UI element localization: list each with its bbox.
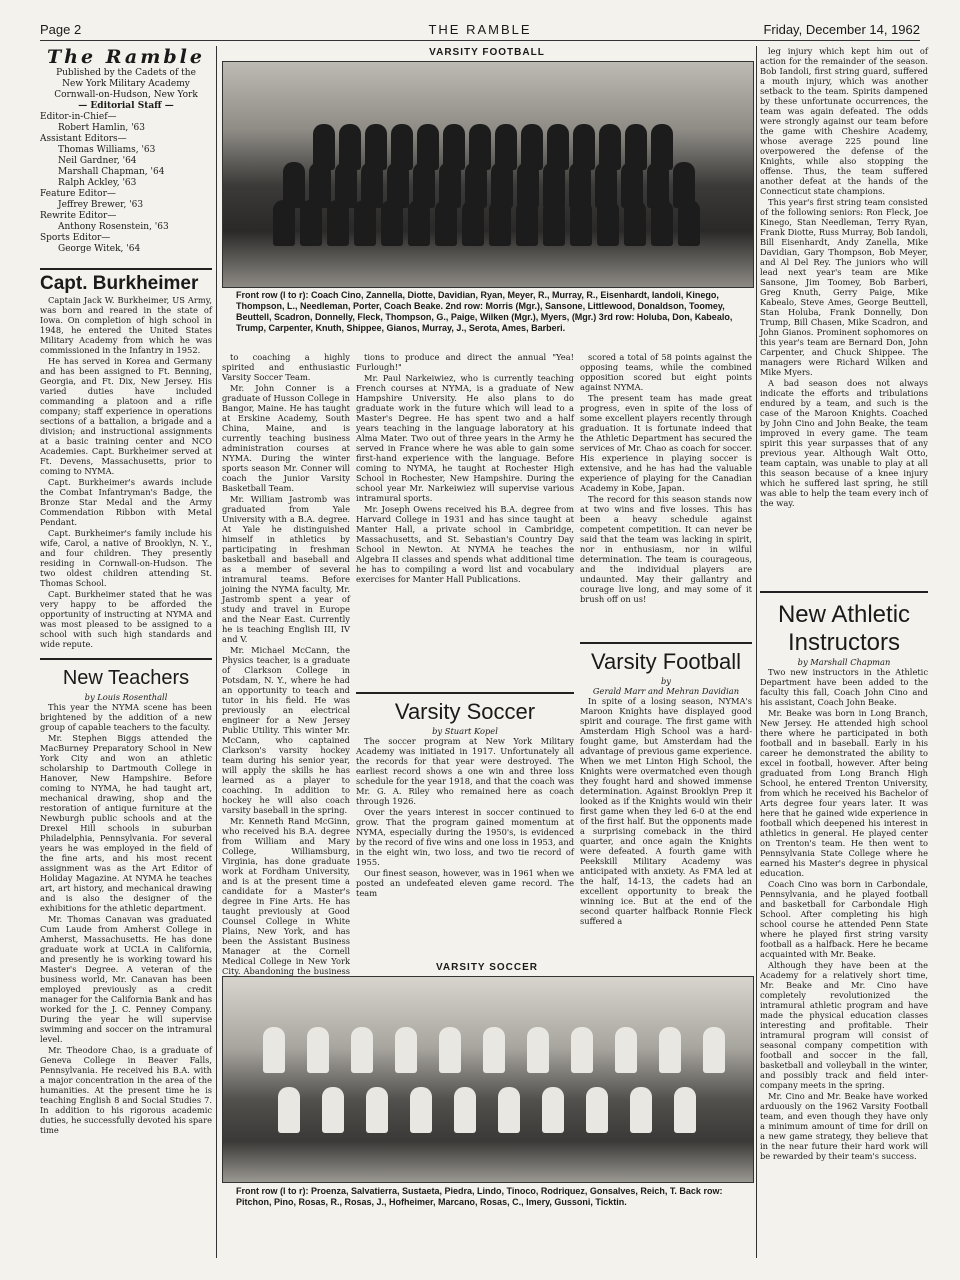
- player-figure: [462, 200, 484, 246]
- staff-name: Ralph Ackley, '63: [58, 178, 137, 188]
- staff-name: Jeffrey Brewer, '63: [58, 200, 144, 210]
- paragraph: Coach Cino was born in Carbondale, Pennsylvania, and he played football and basketball for Carbondale High School. After completing his high school course he attended Penn State where he played first string varsity football as a halfback. Here he became acquainted with Mr. Beake.: [760, 879, 928, 959]
- paragraph: The present team has made great progress, even in spite of the loss of some excellent players recently through graduation. It is fortunate indeed that the Athletic Department has secured the services of Mr. Chao as coach for soccer. His experience in playing soccer is extensive, and he has had the valuable experience of playing for the Canadian Academy in Kobe, Japan.: [580, 393, 752, 493]
- column-3: [356, 352, 574, 912]
- paper-name: THE RAMBLE: [428, 22, 532, 37]
- paragraph: to coaching a highly spirited and enthusiastic Varsity Soccer Team.: [222, 352, 350, 382]
- player-figure: [543, 200, 565, 246]
- paragraph: Mr. Kenneth Rand McGinn, who received his B.A. degree from William and Mary College, Williamsburg, Virginia, has done graduate work at Fordham University, and is at the present time a candidate for a Master's degree in Fine Arts. He has taught previously at Good Counsel College in White Plains, New York, and has been the Assistant Business Manager at the Cornell Medical College in New York City. Abandoning the business: [222, 816, 350, 976]
- paragraph: A bad season does not always indicate the efforts and tribulations endured by a team, and such is the case of the Maroon Knights. Coached by John Cino and John Beake, the team improved in every game. The team spirit this year surpasses that of any previous year. Although Walt Otto, team captain, was unable to play at all this season because of a knee injury which he suffered last spring, he still was able to help the team every inch of the way.: [760, 378, 928, 508]
- player-figure: [615, 1027, 637, 1073]
- paragraph: Mr. Cino and Mr. Beake have worked arduously on the 1962 Varsity Football team, and even though they have only a minimum amount of time for drill on a new game strategy, they believe that in the near future their hard work will be rewarded by their team's success.: [760, 1091, 928, 1161]
- soccer-photo-title: VARSITY SOCCER: [436, 962, 538, 973]
- paragraph: scored a total of 58 points against the opposing teams, while the combined opposition scored but eight points against NYMA.: [580, 352, 752, 392]
- paragraph: This year the NYMA scene has been brightened by the addition of a new group of capable teachers to the faculty.: [40, 702, 212, 732]
- teachers-headline: New Teachers: [40, 658, 212, 692]
- player-figure: [354, 200, 376, 246]
- staff-role: Editor-in-Chief—: [40, 112, 117, 122]
- player-figure: [263, 1027, 285, 1073]
- player-figure: [439, 1027, 461, 1073]
- player-figure: [300, 200, 322, 246]
- teachers-byline: by Louis Rosenthall: [84, 692, 168, 702]
- column-2: [222, 352, 350, 976]
- player-figure: [678, 200, 700, 246]
- soccer-team-photo: [222, 976, 754, 1183]
- paragraph: Over the years interest in soccer continued to grow. That the program gained momentum at NYMA, especially during the 1950's, is evidenced by the record of five wins and one loss in 1953, and in the eight win, two loss, and two tie record of 1955.: [356, 807, 574, 867]
- paragraph: Mr. Thomas Canavan was graduated Cum Laude from Amherst College in Amherst, Massachusetts. He has done graduate work at UCLA in California, and presently he is working toward his Master's Degree. A veteran of the business world, Mr. Canavan has been employed previously as a credit manager for the California Bank and has worked for the J. C. Penney Company. During the year he will supervise swimming and soccer on the intramural level.: [40, 914, 212, 1044]
- column-4: [580, 352, 752, 926]
- player-figure: [489, 200, 511, 246]
- paragraph: tions to produce and direct the annual "Yea! Furlough!": [356, 352, 574, 372]
- football-headline: Varsity Football: [580, 642, 752, 676]
- player-figure: [322, 1087, 344, 1133]
- column-5: [760, 46, 928, 1258]
- player-figure: [571, 1027, 593, 1073]
- publisher-line: New York Military Academy: [62, 79, 190, 89]
- staff-role: Feature Editor—: [40, 189, 116, 199]
- player-figure: [630, 1087, 652, 1133]
- player-figure: [527, 1027, 549, 1073]
- player-figure: [410, 1087, 432, 1133]
- player-figure: [395, 1027, 417, 1073]
- paragraph: Two new instructors in the Athletic Department have been added to the faculty this fall, Coach John Cino and his assistant, Coach John Beake.: [760, 667, 928, 707]
- page-number: Page 2: [40, 22, 82, 37]
- football-photo-title: VARSITY FOOTBALL: [429, 47, 545, 58]
- staff-name: Thomas Williams, '63: [58, 145, 156, 155]
- paragraph: Capt. Burkheimer's awards include the Combat Infantryman's Badge, the Bronze Star Medal and the Army Commendation Ribbon with Metal Pendant.: [40, 477, 212, 527]
- publisher-line: Published by the Cadets of the: [56, 68, 196, 78]
- paragraph: Mr. Paul Narkeiwiez, who is currently teaching French courses at NYMA, is a graduate of New Hampshire University. He also plans to do graduate work in the future which will lead to a Master's Degree. He has spent two and a half years teaching in the language laboratory at his Alma Mater. Two out of three years in the Army he served in France where he was able to gain some first-hand experience with the language. Before coming to NYMA, he taught at Rochester High School in Rochester, New Hampshire. During the school year Mr. Narkeiwiez will supervise various intramural sports.: [356, 373, 574, 503]
- paragraph: The record for this season stands now at two wins and five losses. This has been a heavy schedule against competent competition. It can never be said that the team was lacking in spirit, nor in enthusiasm, nor in wilful determination. The team is courageous, and the individual players are undaunted. May their gallantry and courage live long, and may some of it brush off on us!: [580, 494, 752, 604]
- paragraph: In spite of a losing season, NYMA's Maroon Knights have displayed good spirit and courage. The first game with Amsterdam High School was a hard-fought game, but Amsterdam had the advantage of previous game experience. When we met Linton High School, the Knights were overmatched even though they fought hard and showed immense determination. Against Brooklyn Prep it looked as if the Knights would win their first game when they led 6-0 at the end of the first half. But the opponents made a surprising comeback in the third quarter, and once again the Knights were defeated. A fourth game with Peekskill Military Academy was anticipated with anxiety. As FMA led at the half, 14-13, the cadets had an excellent opportunity to break the winning ice. But at the end of the second quarter halfback Ronnie Fleck suffered a: [580, 696, 752, 926]
- issue-date: Friday, December 14, 1962: [763, 22, 920, 37]
- soccer-headline: Varsity Soccer: [356, 692, 574, 726]
- staff-name: Marshall Chapman, '64: [58, 167, 165, 177]
- paragraph: Mr. Michael McCann, the Physics teacher, is a graduate of Clarkson College in Potsdam, N. Y., where he had an opportunity to teach and tutor in his field. He was previously an electrical engineer for a New Jersey Public Utility. This winter Mr. McCann, who captained Clarkson's varsity hockey team during his senior year, will apply the skills he has learned as a player to coaching. In addition to hockey he will also coach varsity baseball in the spring.: [222, 645, 350, 815]
- instructors-headline-line1: New Athletic: [760, 591, 928, 629]
- player-figure: [273, 200, 295, 246]
- staff-role: Sports Editor—: [40, 233, 111, 243]
- player-figure: [435, 200, 457, 246]
- paragraph: Capt. Burkheimer's family include his wife, Carol, a native of Brooklyn, N. Y., and four children. They presently residing in Cornwall-on-Hudson. The two oldest children attending St. Thomas School.: [40, 528, 212, 588]
- paragraph: Mr. Stephen Biggs attended the MacBurney Preparatory School in New York City and won an athletic scholarship to Dartmouth College in Hanover, New Hampshire. Before coming to NYMA, he had taught art, mechanical drawing, shop and the restoration of antique furniture at the Newburgh public schools and at the Drexel Hill schools in suburban Philadelphia, Pennsylvania. For several years he was employed in the field of the fine arts, and his most recent assignment was as the Art Editor of Holiday Magazine. At NYMA he teaches art, art history, and mechanical drawing and is also the designer of the exhibitions for the athletic department.: [40, 733, 212, 913]
- masthead: [40, 46, 212, 255]
- player-figure: [278, 1087, 300, 1133]
- player-figure: [483, 1027, 505, 1073]
- paragraph: Mr. William Jastromb was graduated from Yale University with a B.A. degree. At Yale he distinguished himself in athletics by participating in freshman basketball and baseball and as a member of several intramural teams. Before joining the NYMA faculty, Mr. Jastromb spent a year of study and travel in Europe and the Near East. Currently he is teaching English III, IV and V.: [222, 494, 350, 644]
- paragraph: This year's first string team consisted of the following seniors: Ron Fleck, Joe Kinego, Stan Needleman, Terry Ryan, Frank Diotte, Russ Murray, Bob Iandoli, Bill Eisenhardt, Andy Zanella, Mike Davidian, Gary Thompson, Bob Meyer, and Al Del Rey. The juniors who will lead next year's team are Mike Sansone, Jim Toomey, Bob Barberi, Greg Knuth, Gerry Paige, Mike Kabealo, Steve Ames, George Beuttell, Stan Holuba, Frank Donnelly, Don Trump, Bill Chasen, Mike Scadron, and John Gianos. Prominent sophomores on this year's team are Bernard Don, John Carpenter, and Chuck Shippee. The managers were Richard Wilken and Mike Myers.: [760, 197, 929, 377]
- paragraph: He has served in Korea and Germany and has been assigned to Ft. Benning, Georgia, and Ft. Dix, New Jersey. His varied duties have included commanding a platoon and a rifle company; staff experience in operations sections of a battalion, a brigade and a division; and instructional assignments at a basic training center and NCO Academies. Capt. Burkheimer served at Ft. Devens, Massachusetts, prior to coming to NYMA.: [40, 356, 212, 476]
- football-byline-by: by: [661, 676, 671, 686]
- staff-role: Rewrite Editor—: [40, 211, 117, 221]
- player-figure: [498, 1087, 520, 1133]
- paragraph: The soccer program at New York Military Academy was initiated in 1917. Unfortunately all the records for that year were destroyed. The earliest record shows a one win and three loss schedule for the year 1918, and that the coach was Mr. G. A. Riley who remained here as coach through 1926.: [356, 736, 574, 806]
- paragraph: Mr. Joseph Owens received his B.A. degree from Harvard College in 1931 and has since taught at Manter Hall, a private school in Cambridge, Massachusetts, and St. Sebastian's Country Day School in Newton. At NYMA he teaches the Algebra II classes and spends what additional time he has to compiling a word list and vocabulary exercises for Manter Hall Publications.: [356, 504, 574, 584]
- paragraph: Mr. Beake was born in Long Branch, New Jersey. He attended high school there where he participated in both football and in baseball. Early in his career he demonstrated the ability to excel in football, however. After being graduated from Long Branch High School, he entered Trenton University, from which he received his Bachelor of Arts degree four years later. It was here that he gained wide experience in football which deepened his interest in athletics in general. He played center on Trenton's team. He then went to Pennsylvania State College where he earned his Master's degree in physical education.: [760, 708, 928, 878]
- player-figure: [542, 1087, 564, 1133]
- column-divider: [216, 46, 217, 1258]
- player-figure: [674, 1087, 696, 1133]
- paragraph: leg injury which kept him out of action for the remainder of the season. Bob Iandoli, first string guard, suffered a mouth injury, which was another setback to the team. Spirits dampened by these unfortunate occurrences, the team was again defeated. The odds were strongly against our team before the game with Cheshire Academy, whose average 225 pound line overpowered the defense of the Knights, while also stopping the offense. Thus, the team suffered another defeat at the hands of the Connecticut state champions.: [760, 46, 928, 196]
- instructors-byline: by Marshall Chapman: [797, 657, 891, 667]
- staff-label: — Editorial Staff —: [78, 101, 174, 111]
- instructors-headline-line2: Instructors: [787, 629, 901, 656]
- staff-name: Anthony Rosenstein, '63: [58, 222, 169, 232]
- staff-role: Assistant Editors—: [40, 134, 127, 144]
- masthead-title: The Ramble: [47, 46, 205, 68]
- column-1: [40, 268, 212, 1258]
- publisher-line: Cornwall-on-Hudson, New York: [54, 90, 198, 100]
- player-figure: [381, 200, 403, 246]
- paragraph: Mr. Theodore Chao, is a graduate of Geneva College in Beaver Falls, Pennsylvania. He received his B.A. with a major concentration in the area of the humanities. At the present time he is teaching English 8 and Social Studies 7. In addition to his rigorous academic duties, he successfully devoted his spare time: [40, 1045, 212, 1135]
- burkheimer-headline: Capt. Burkheimer: [40, 268, 212, 295]
- player-figure: [659, 1027, 681, 1073]
- player-figure: [454, 1087, 476, 1133]
- soccer-caption: Front row (l to r): Proenza, Salvatierra, Sustaeta, Piedra, Lindo, Tinoco, Rodriquez, Gonsalves, Reich, T. Back row: Pitchon, Pino, Rosas, R., Rosas, J., Hofheimer, Marcano, Rosas, C., Imery, Gussoni, Ticktin.: [236, 1186, 723, 1207]
- player-figure: [703, 1027, 725, 1073]
- paragraph: Captain Jack W. Burkheimer, US Army, was born and reared in the state of Iowa. On completion of high school in 1948, he entered the United States Military Academy from which he was commissioned in the Infantry in 1952.: [40, 295, 212, 355]
- player-figure: [366, 1087, 388, 1133]
- paragraph: Although they have been at the Academy for a relatively short time, Mr. Beake and Mr. Cino have completely revolutionized the intramural athletic program and have made the physical education classes interesting and profitable. Their intramural program will consist of seasonal company competition with football and soccer in the fall, basketball and volleyball in the winter, and possibly track and field inter-company meets in the spring.: [760, 960, 928, 1090]
- paragraph: Our finest season, however, was in 1961 when we posted an undefeated eleven game record. The team: [356, 868, 574, 898]
- column-divider: [756, 46, 757, 1258]
- soccer-byline: by Stuart Kopel: [432, 726, 498, 736]
- player-figure: [307, 1027, 329, 1073]
- player-figure: [351, 1027, 373, 1073]
- player-figure: [408, 200, 430, 246]
- player-figure: [586, 1087, 608, 1133]
- player-figure: [624, 200, 646, 246]
- staff-name: Neil Gardner, '64: [58, 156, 137, 166]
- paragraph: Capt. Burkheimer stated that he was very happy to be afforded the opportunity of instructing at NYMA and was most pleased to be assigned to a school with such high standards and wide repute.: [40, 589, 212, 649]
- football-team-photo: [222, 61, 754, 288]
- player-figure: [327, 200, 349, 246]
- staff-name: George Witek, '64: [58, 244, 141, 254]
- player-figure: [651, 200, 673, 246]
- staff-name: Robert Hamlin, '63: [58, 123, 146, 133]
- football-caption: Front row (l to r): Coach Cino, Zannella, Diotte, Davidian, Ryan, Meyer, R., Murray, R., Eisenhardt, Iandoli, Kinego, Thompson, L., Needleman, Porter, Coach Beake. 2nd row: Morris (Mgr.), Sansone, Littlewood, Donaldson, Toomey, Beuttell, Scadron, Donnelly, Fleck, Thompson, G., Paige, Wilken (Mgr.), Myers, (Mgr.) 3rd row: Holuba, Don, Kabealo, Trump, Carpenter, Knuth, Shippee, Gianos, Murray, J., Serota, Ames, Barberi.: [236, 290, 733, 333]
- player-figure: [516, 200, 538, 246]
- player-figure: [570, 200, 592, 246]
- paragraph: Mr. John Conner is a graduate of Husson College in Bangor, Maine. He has taught at Erskine Academy, South China, Maine, and is currently teaching business administration courses at NYMA. During the winter sports season Mr. Conner will coach the Junior Varsity Basketball Team.: [222, 383, 350, 493]
- player-figure: [597, 200, 619, 246]
- football-byline-authors: Gerald Marr and Mehran Davidian: [592, 686, 740, 696]
- page-header: [40, 22, 920, 41]
